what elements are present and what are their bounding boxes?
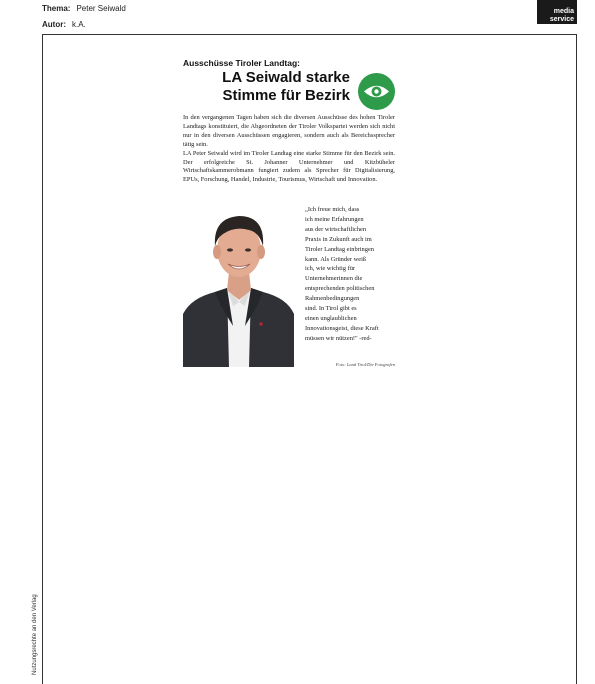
article-paragraph-2: LA Peter Seiwald wird im Tiroler Landtag eine starke Stimme für den Bezirk sein. Der erfolgreiche St. Johanner Unternehmer und Kitzbüheler Wirtschaftskammerobmann fungiert zudem als Sprecher für Digitalisierung, EPUs, Forschung, Handel, Industrie, Tourismus, Wirtschaft und Innovation. <box>183 149 395 184</box>
rights-note: Nutzungsrechte an den Verlag <box>32 594 38 675</box>
thema-label: Thema: <box>42 4 71 13</box>
quote-line: Unternehmerinnen die <box>305 275 363 283</box>
headline-line-1: LA Seiwald starke <box>222 69 350 86</box>
media-service-badge <box>537 0 577 24</box>
quote-line: kann. Als Gründer weiß <box>305 255 367 263</box>
photo-credit: Foto: Land Tirol/Die Fotografen <box>335 362 395 367</box>
thema-value: Peter Seiwald <box>76 4 126 13</box>
autor-label: Autor: <box>42 20 66 29</box>
quote-line: entsprechenden politischen <box>305 285 375 293</box>
quote-line: Innovationsgeist, diese Kraft <box>305 324 379 332</box>
article-quote <box>305 205 397 344</box>
eye-icon <box>358 73 395 110</box>
autor-value: k.A. <box>72 20 86 29</box>
quote-line: einen unglaublichen <box>305 314 357 322</box>
meta-autor <box>42 20 86 29</box>
quote-line: „Ich freue mich, dass <box>305 206 360 213</box>
article-kicker: Ausschüsse Tiroler Landtag: <box>183 58 300 68</box>
badge-line-2: service <box>549 15 574 23</box>
article-headline <box>200 69 350 105</box>
headline-line-2: Stimme für Bezirk <box>222 87 350 104</box>
quote-line: aus der wirtschaftlichen <box>305 225 367 233</box>
quote-line: Praxis in Zukunft auch im <box>305 235 372 243</box>
quote-line: Tiroler Landtag einbringen <box>305 245 374 253</box>
portrait-photo <box>183 206 294 367</box>
meta-thema <box>42 4 126 13</box>
quote-line: Rahmenbedingungen <box>305 295 360 303</box>
quote-line: ich meine Erfahrungen <box>305 215 364 223</box>
article-paragraph-1: In den vergangenen Tagen haben sich die diversen Ausschüsse des hohen Tiroler Landtags konstituiert, die Abgeordneten der Tiroler Volkspartei werden sich nicht nur in den diversen Ausschüssen engagieren, sondern auch als Bereichssprecher tätig sein. <box>183 114 395 148</box>
article-body <box>183 114 395 185</box>
quote-line: ich, wie wichtig für <box>305 265 356 273</box>
quote-line: sind. In Tirol gibt es <box>305 305 357 313</box>
quote-line: müssen wir nützen!" -red- <box>305 334 372 342</box>
badge-line-1: media <box>553 8 574 15</box>
